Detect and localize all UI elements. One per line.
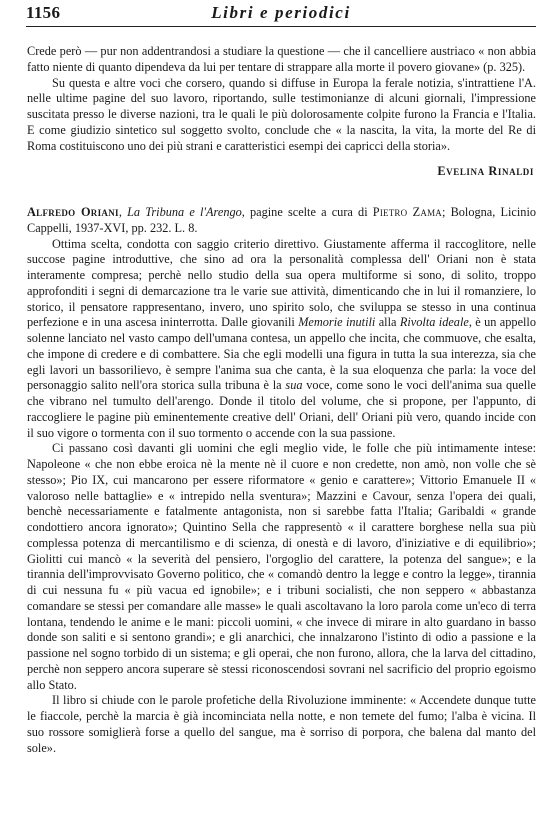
running-title: Libri e periodici — [211, 3, 351, 22]
review-sep-1: , — [118, 205, 128, 219]
page-header — [26, 3, 536, 25]
review-curator: Pietro Zama — [372, 205, 442, 219]
review-p1-text-d: voce, come sono le voci dell'anima sua quelle che vibrano nel tumulto dell'arengo. Donde il titolo del volume, che si propone, per l'appunto, di raccogliere le pagine più eminentemente creative dell' Oriani, dell' Oriani più vero, quando incide con il suo vigore o tormenta con il suo tormento o accende con la sua passione. — [27, 378, 536, 440]
page-body — [27, 44, 536, 756]
review-publication: ; Bologna, Licinio Cappelli, 1937-XVI, pp. 232. L. 8. — [27, 205, 537, 235]
article1-paragraph-2: Su questa e altre voci che corsero, quando si diffuse in Europa la ferale notizia, s'intrattiene l'A. nelle ultime pagine del suo lavoro, riportando, sulle testimonianze di alcuni giornali, l'impressione suscitata presso le diverse nazioni, tra le quali le più dolorosamente colpite furono la Francia e l'Italia. E come giudizio sintetico sul soggetto svolto, conclude che « la nascita, la vita, la morte del Re di Roma costituiscono uno dei più strani e caratteristici esempi dei capricci della storia». — [27, 75, 536, 153]
review-sep-2: , pagine scelte a cura di — [241, 205, 373, 219]
review-p1-text-c: , è un appello solenne lanciato nel vasto campo dell'umana contesa, un appello che incita, che commuove, che esalta, che impone di credere e di combattere. Sia che egli modelli una figura in tutta la sua interezza, sia che egli lavori un bassorilievo, è sempre l'anima sua che canta, è la sua eloquenza che parla: la voce del personaggio salito nell'ora storica sulla tribuna è la — [27, 315, 537, 393]
review-author: Alfredo Oriani — [27, 205, 119, 219]
review-p1-work-title-1: Memorie inutili — [298, 315, 376, 330]
review-paragraph-3: Il libro si chiude con le parole profetiche della Rivoluzione imminente: « Accendete dunque tutte le fiaccole, perchè la marcia è già incominciata nella notte, e non temete del fumo; l'alba è vicina. Il suo rossore somiglierà forse a quello del sangue, ma è sorriso di porpora, che balena dal manto del sole». — [27, 693, 536, 755]
article1-paragraph-1: Crede però — pur non addentrandosi a studiare la questione — che il cancelliere austriaco « non abbia fatto niente di quanto dipendeva da lui per tentare di strappare alla morte il povero giovane» (p. 325). — [27, 44, 536, 74]
review-heading — [27, 205, 536, 237]
page-number: 1156 — [26, 3, 61, 22]
header-rule — [26, 26, 536, 27]
review-p1-emphasis: sua — [285, 378, 303, 393]
review-p1-text-b: alla — [375, 315, 400, 330]
review-p1-text-a: Ottima scelta, condotta con saggio criterio direttivo. Giustamente afferma il raccoglitore, nelle succose pagine introduttive, che sino ad ora la personalità complessa dell' Oriani non è stata interamente compresa; perchè nello studio della sua opera multiforme si sono, di solito, troppo approfonditi i segni di demarcazione tra le varie sue attività, dimenticando che in lui il romanziere, lo storico, il pensatore rappresentano, invero, uno spirito solo, che sviluppa se stesso in una continua perfezione e in una ascesa ininterrotta. Dalle giovanili — [27, 236, 536, 330]
review-p1-work-title-2: Rivolta ideale — [399, 315, 469, 330]
article1-signature: Evelina Rinaldi — [437, 164, 534, 179]
review-paragraph-1 — [27, 237, 536, 442]
review-title: La Tribuna e l'Arengo — [127, 205, 242, 219]
review-paragraph-2: Ci passano così davanti gli uomini che egli meglio vide, le folle che più intimamente intese: Napoleone « che non ebbe eroica nè la mente nè il cuore e non credette, non amò, non volle che sè stesso»; Pio IX, cui mancarono per essere riformatore « genio e carattere»; Vittorio Emanuele II « valoroso nelle battaglie» e « intrepido nella sventura»; Mazzini e Cavour, senza l'opera dei quali, benchè necessariamente e fatalmente antagonista, non si sarebbe fatta l'Italia; Garibaldi « grande condottiero ancora ignorato»; Quintino Sella che rappresentò « il carattere borghese nella sua più complessa potenza di mercantilismo e di scienza, di onestà e di lavoro, d'iniziative e di equilibrio»; Giolitti cui mancò « la severità del pensiero, l'orgoglio del carattere, la potenza del sangue»; e la tirannia dell'improvvisato Governo politico, che « comandò dentro la legge e contro la legge», tirannia di cui nessuna fu « più vacua ed ignobile»; e i tribuni socialisti, che non seppero « abbastanza comandare se stessi per comandare alle masse» le quali ascoltavano la loro parola come un'eco di terra lontana, tendendo le anime e le mani: piccoli uomini, « che invece di mirare in alto guardano in basso donde son saliti e si sentono grandi»; e gli anarchici, che innalzarono l'istinto di odio a passione e la passione nel sogno torbido di un sistema; e gli operai, che non furono, allora, che la larva del cittadino, perchè non seppero ancora superare sè stessi riconoscendosi sovrani nel sacrificio del proprio egoismo allo Stato. — [27, 441, 536, 692]
